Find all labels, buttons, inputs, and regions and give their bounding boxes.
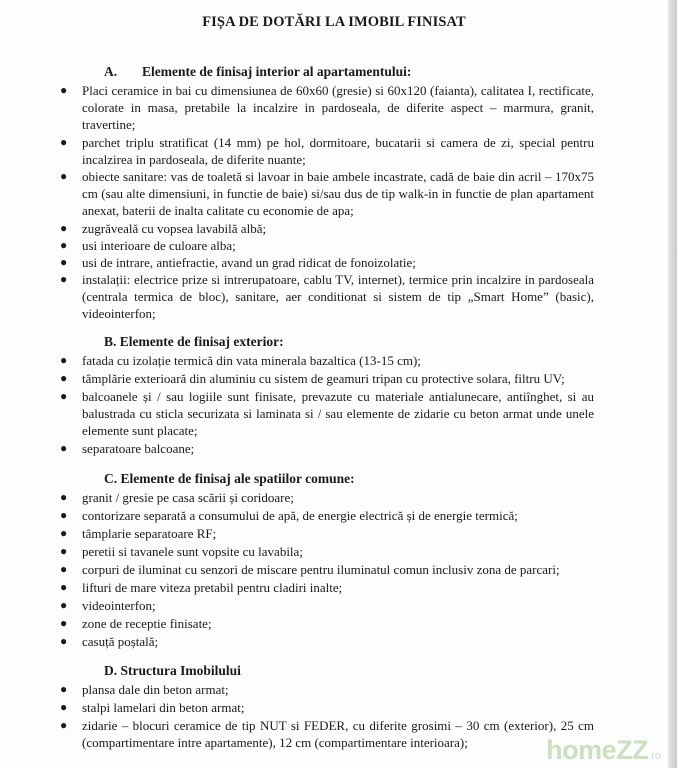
list-item: ● obiecte sanitare: vas de toaletă si lavoar in baie ambele incastrate, cadă de baie din acril – 170x75 cm (sau alte dimensiuni, in functie de baie) si/sau dus de tip walk-in in functie de plan apartament anexat, baterii de inalta calitate cu economie de apa; [60,169,594,219]
bullet-icon: ● [60,718,68,732]
list-item: ● granit / gresie pe casa scării și coridoare; [60,490,294,505]
bullet-icon: ● [60,580,68,594]
list-item: ● Placi ceramice in bai cu dimensiunea de 60x60 (gresie) si 60x120 (faianta), calitatea I, rectificate, colorate in masa, pretabile la incalzire in pardoseala, de diferite aspect – marmura, granit, travertine; [60,83,594,133]
watermark-brand: homeZZ [546,735,649,765]
bullet-icon: ● [60,490,68,504]
bullet-icon: ● [60,169,68,183]
bullet-icon: ● [60,221,68,235]
section-title: Elemente de finisaj exterior: [119,334,284,349]
bullet-icon: ● [60,634,68,648]
bullet-icon: ● [60,135,68,149]
list-item: ● videointerfon; [60,598,156,613]
section-heading-a [104,64,411,80]
bullet-icon: ● [60,238,68,252]
list-item: ● tâmplărie exterioară din aluminiu cu sistem de geamuri tripan cu protective solara, filtru UV; [60,371,565,386]
list-item: ● balcoanele și / sau logiile sunt finisate, prevazute cu materiale antialunecare, antiînghet, si au balustrada cu sticla securizata si laminata si / sau elemente de zidarie cu beton armat unde unele elemente sunt placate; [60,389,594,439]
list-item: ● corpuri de iluminat cu senzori de miscare pentru iluminatul comun inclusiv zona de parcari; [60,562,560,577]
bullet-icon: ● [60,616,68,630]
section-title: Elemente de finisaj ale spatiilor comune: [120,471,355,486]
bullet-icon: ● [60,272,68,286]
list-item: ● separatoare balcoane; [60,441,195,456]
bullet-icon: ● [60,389,68,403]
section-heading-c [104,471,355,487]
list-item: ● fatada cu izolație termică din vata minerala bazaltica (13-15 cm); [60,353,421,368]
list-item: ● zugrăveală cu vopsea lavabilă albă; [60,221,267,236]
list-item: ● contorizare separată a consumului de apă, de energie electrică și de energie termică; [60,508,518,523]
page-edge-shadow [668,0,677,768]
section-letter: B. [104,334,117,349]
homezz-watermark [546,735,661,766]
section-letter: D. [104,663,118,678]
bullet-icon: ● [60,441,68,455]
bullet-icon: ● [60,255,68,269]
list-item: ● usi de intrare, antiefractie, avand un grad ridicat de fonoizolatie; [60,255,416,270]
bullet-icon: ● [60,700,68,714]
watermark-suffix: .ro [648,750,661,762]
bullet-icon: ● [60,371,68,385]
bullet-icon: ● [60,598,68,612]
list-item: ● tâmplarie separatoare RF; [60,526,217,541]
list-item: ● stalpi lamelari din beton armat; [60,700,245,715]
section-heading-b [104,334,284,350]
list-item: ● casuță poștală; [60,634,159,649]
list-item: ● plansa dale din beton armat; [60,682,229,697]
section-title: Elemente de finisaj interior al apartamentului: [142,64,412,79]
section-letter: A. [104,64,118,79]
bullet-icon: ● [60,562,68,576]
list-item: ● usi interioare de culoare alba; [60,238,236,253]
document-title: FIȘA DE DOTĂRI LA IMOBIL FINISAT [202,14,466,30]
bullet-icon: ● [60,508,68,522]
bullet-icon: ● [60,526,68,540]
section-title: Structura Imobilului [120,663,241,678]
bullet-icon: ● [60,83,68,97]
bullet-icon: ● [60,682,68,696]
bullet-icon: ● [60,544,68,558]
section-heading-d [104,663,241,679]
list-item: ● lifturi de mare viteza pretabil pentru cladiri inalte; [60,580,343,595]
list-item: ● zidarie – blocuri ceramice de tip NUT si FEDER, cu diferite grosimi – 30 cm (exterior), 25 cm (compartimentare intre apartamente), 12 cm (compartimentare interioara); [60,718,594,751]
section-letter: C. [104,471,118,486]
list-item: ● zone de receptie finisate; [60,616,212,631]
bullet-icon: ● [60,353,68,367]
list-item: ● parchet triplu stratificat (14 mm) pe hol, dormitoare, bucatarii si camera de zi, special pentru incalzirea in pardoseala, de diferite nuante; [60,135,594,168]
list-item: ● instalații: electrice prize si intrerupatoare, cablu TV, internet), termice prin incalzire in pardoseala (centrala termica de bloc), sanitare, aer conditionat si sistem de tip „Smart Home” (basic), videointerfon; [60,272,594,322]
list-item: ● peretii si tavanele sunt vopsite cu lavabila; [60,544,303,559]
